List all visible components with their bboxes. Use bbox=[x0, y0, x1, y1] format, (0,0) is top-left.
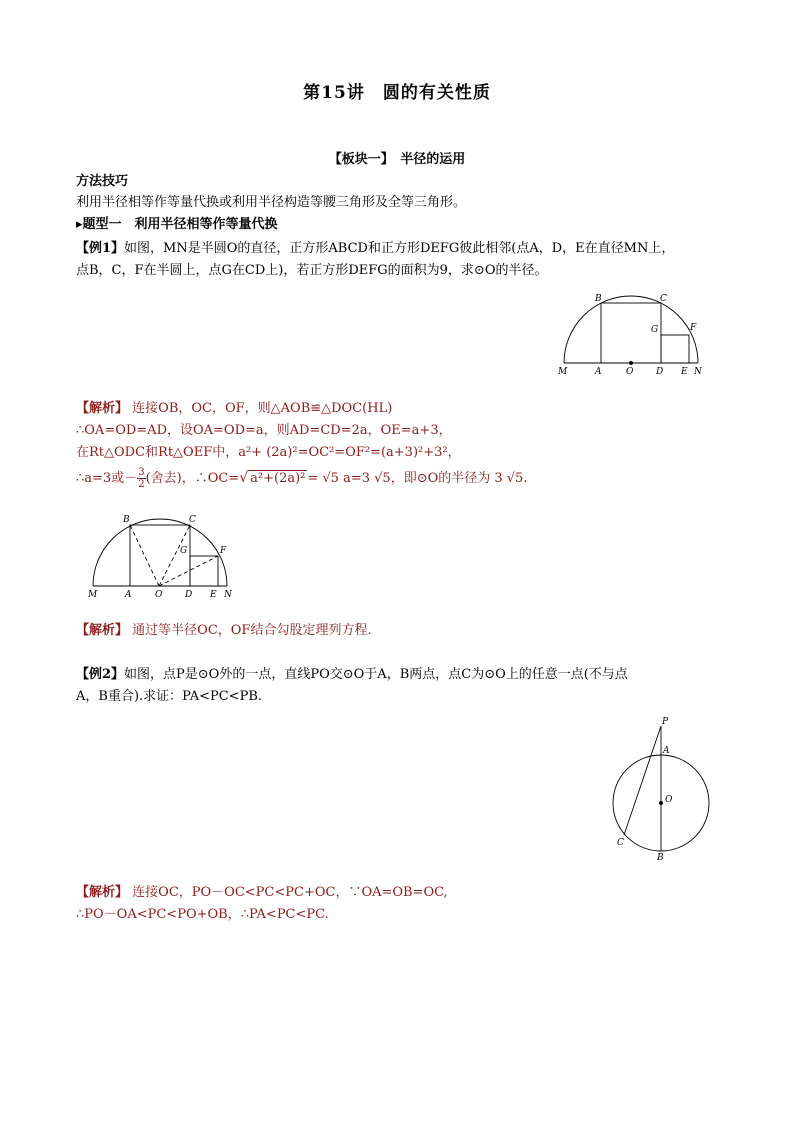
solution1b bbox=[76, 619, 372, 638]
square-defg bbox=[661, 335, 689, 363]
example2-text1: 如图，点P是⊙O外的一点，直线PO交⊙O于A，B两点，点C为⊙O上的任意一点(不与点 bbox=[124, 667, 628, 682]
example1-line2: 点B，C，F在半圆上，点G在CD上)，若正方形DEFG的面积为9，求⊙O的半径。 bbox=[76, 263, 548, 278]
label-o: O bbox=[626, 367, 634, 377]
method-text: 利用半径相等作等量代换或利用半径构造等腰三角形及全等三角形。 bbox=[76, 195, 467, 210]
solution1b-text: 通过等半径OC，OF结合勾股定理列方程. bbox=[132, 623, 372, 638]
solution1-tag: 【解析】 bbox=[76, 401, 129, 416]
solution2-tag: 【解析】 bbox=[76, 885, 129, 900]
solution1-line2: ∴OA=OD=AD，设OA=OD=a，则AD=CD=2a，OE=a+3， bbox=[76, 423, 452, 438]
fraction-num: 3 bbox=[138, 467, 145, 478]
label-m-2: M bbox=[88, 590, 98, 600]
label-b-2: B bbox=[123, 515, 130, 525]
label-e: E bbox=[681, 367, 688, 377]
label-o-3: O bbox=[665, 795, 673, 805]
example2-tag: 【例2】 bbox=[76, 667, 125, 682]
label-f: F bbox=[690, 323, 697, 333]
figure-semicircle-2 bbox=[86, 508, 246, 600]
solution1-text4c: = √5 a=3 √5，即⊙O的半径为 3 √5. bbox=[307, 471, 528, 486]
figure-semicircle-1 bbox=[555, 290, 715, 380]
solution1-line3: 在Rt△ODC和Rt△OEF中，a²+ (2a)²=OC²=OF²=(a+3)²+3²， bbox=[76, 445, 461, 460]
sqrt-expression: a²+(2a)² bbox=[250, 471, 306, 486]
label-d-2: D bbox=[185, 590, 193, 600]
semicircle-arc bbox=[564, 296, 698, 363]
center-o bbox=[659, 801, 663, 805]
example2-line2: A，B重合).求证：PA<PC<PB. bbox=[76, 689, 262, 704]
section-heading: 【板块一】 半径的运用 bbox=[328, 152, 466, 167]
label-o-2: O bbox=[155, 590, 163, 600]
semicircle-arc-2 bbox=[93, 519, 227, 586]
label-a: A bbox=[595, 367, 602, 377]
solution1-text1: 连接OB，OC，OF，则△AOB≌△DOC(HL) bbox=[132, 401, 393, 416]
label-b-3: B bbox=[657, 853, 664, 863]
figure-circle bbox=[605, 712, 720, 864]
segment-ob bbox=[130, 525, 159, 586]
label-b: B bbox=[595, 294, 602, 304]
type1-heading: ▸题型一 利用半径相等作等量代换 bbox=[76, 217, 278, 232]
solution2-line1 bbox=[76, 881, 448, 900]
segment-of bbox=[159, 556, 218, 586]
label-d: D bbox=[656, 367, 664, 377]
label-e-2: E bbox=[210, 590, 217, 600]
label-p: P bbox=[662, 717, 669, 727]
label-f-2: F bbox=[220, 546, 227, 556]
method-heading: 方法技巧 bbox=[76, 174, 129, 189]
example1-line1 bbox=[76, 237, 674, 256]
line-pc bbox=[624, 726, 661, 835]
solution1-text4a: ∴a=3或－ bbox=[76, 471, 138, 486]
fraction bbox=[137, 467, 145, 490]
solution1-line1 bbox=[76, 397, 392, 416]
label-c-2: C bbox=[189, 515, 196, 525]
solution1-line4: ∴a=3或－ $\frac{3}{2}$ (舍去)，∴OC=√ a²+(2a)² = √5 a=3 √5，即⊙O的半径为 3 √5. bbox=[76, 467, 528, 490]
solution1-text4b: (舍去)，∴OC= bbox=[145, 471, 240, 486]
label-g-2: G bbox=[180, 546, 188, 556]
label-m: M bbox=[558, 367, 568, 377]
label-c: C bbox=[660, 294, 667, 304]
example2-line1 bbox=[76, 663, 628, 682]
label-g: G bbox=[651, 325, 659, 335]
solution2-line2: ∴PO－OA<PC<PO+OB，∴PA<PC<PC. bbox=[76, 907, 329, 922]
example1-tag: 【例1】 bbox=[76, 241, 125, 256]
label-a-3: A bbox=[663, 746, 670, 756]
label-n: N bbox=[694, 367, 702, 377]
solution1b-tag: 【解析】 bbox=[76, 623, 129, 638]
example1-text1: 如图，MN是半圆O的直径，正方形ABCD和正方形DEFG彼此相邻(点A，D，E在直径MN上， bbox=[124, 241, 675, 256]
label-c-3: C bbox=[617, 838, 624, 848]
fraction-den: 2 bbox=[138, 479, 145, 490]
label-a-2: A bbox=[125, 590, 132, 600]
square-defg-2 bbox=[190, 556, 218, 586]
label-n-2: N bbox=[224, 590, 232, 600]
center-point bbox=[629, 361, 633, 365]
page-title: 第15讲 圆的有关性质 bbox=[303, 83, 491, 103]
solution2-text1: 连接OC，PO－OC<PC<PC+OC，∵OA=OB=OC, bbox=[132, 885, 448, 900]
